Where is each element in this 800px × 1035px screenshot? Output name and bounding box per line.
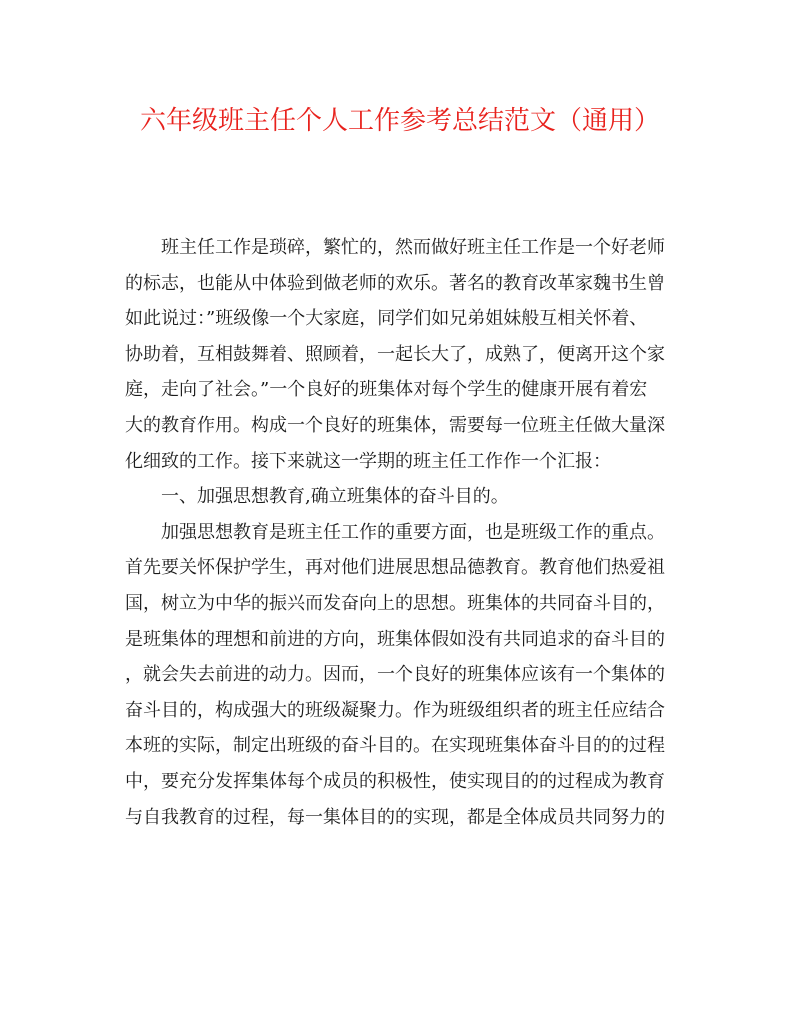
document-title: 六年级班主任个人工作参考总结范文（通用） [139,106,660,136]
text-line: 庭，走向了社会。”一个良好的班集体对每个学生的健康开展有着宏 [125,379,648,401]
text-line: 是班集体的理想和前进的方向，班集体假如没有共同追求的奋斗目的 [125,628,665,650]
text-line: 加强思想教育是班主任工作的重要方面，也是班级工作的重点。 [161,521,665,543]
document-body [125,230,677,835]
text-line: 首先要关怀保护学生，再对他们进展思想品德教育。教育他们热爱祖 [125,557,665,579]
text-line: 中，要充分发挥集体每个成员的积极性，使实现目的的过程成为教育 [125,770,665,792]
text-line: 班主任工作是琐碎，繁忙的，然而做好班主任工作是一个好老师 [161,237,665,258]
text-line: 大的教育作用。构成一个良好的班集体，需要每一位班主任做大量深 [125,414,665,436]
text-line: 如此说过：”班级像一个大家庭，同学们如兄弟姐妹般互相关怀着、 [125,308,648,330]
text-line: 一、加强思想教育,确立班集体的奋斗目的。 [161,486,509,508]
text-line: 化细致的工作。接下来就这一学期的班主任工作作一个汇报： [125,450,611,472]
text-line: 国，树立为中华的振兴而发奋向上的思想。班集体的共同奋斗目的， [125,592,665,614]
text-line: ，就会失去前进的动力。因而，一个良好的班集体应该有一个集体的 [125,664,665,686]
text-line: 的标志，也能从中体验到做老师的欢乐。著名的教育改革家魏书生曾 [125,272,665,294]
text-line: 奋斗目的，构成强大的班级凝聚力。作为班级组织者的班主任应结合 [125,699,665,721]
text-line: 与自我教育的过程，每一集体目的的实现，都是全体成员共同努力的 [125,806,665,828]
text-line: 本班的实际，制定出班级的奋斗目的。在实现班集体奋斗目的的过程 [125,735,665,757]
text-line: 协助着，互相鼓舞着、照顾着，一起长大了，成熟了，便离开这个家 [125,343,665,365]
